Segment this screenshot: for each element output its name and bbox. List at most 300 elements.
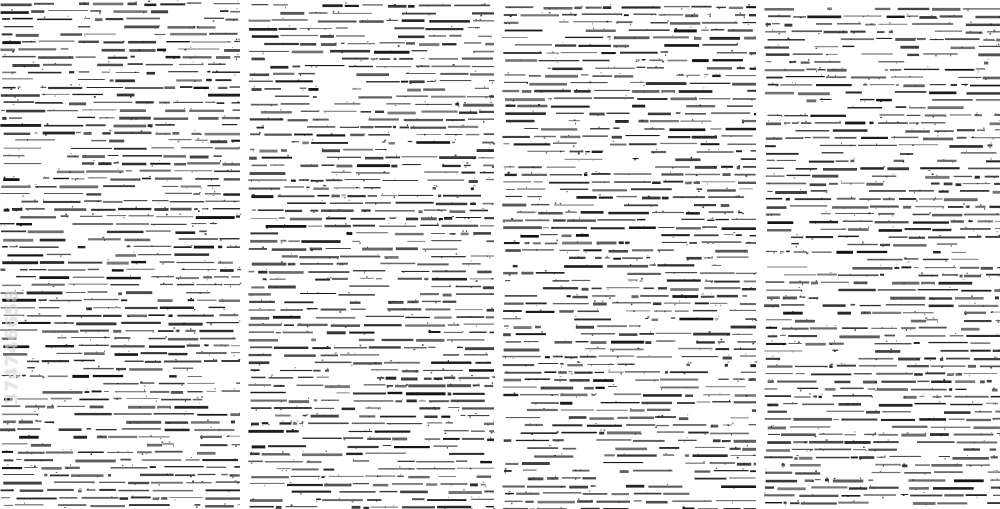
ink-stroke <box>660 379 698 381</box>
ink-speck <box>911 267 912 268</box>
ink-speck <box>476 280 478 282</box>
ink-stroke <box>576 196 596 199</box>
ink-speck <box>737 381 739 382</box>
ink-stroke <box>462 58 493 60</box>
ink-speck <box>104 239 105 241</box>
ink-stroke <box>2 299 36 302</box>
ink-stroke <box>513 265 518 268</box>
ink-stroke <box>187 383 214 384</box>
ink-stroke <box>739 189 753 190</box>
ink-stroke <box>520 235 538 238</box>
ink-stroke <box>137 451 152 453</box>
ink-stroke <box>506 105 516 107</box>
ink-stroke <box>251 286 264 288</box>
ink-stroke <box>890 69 901 71</box>
ink-stroke <box>960 228 991 230</box>
ink-stroke <box>260 150 278 153</box>
ink-stroke <box>799 495 838 497</box>
ink-speck <box>850 145 852 146</box>
ink-stroke <box>730 417 748 418</box>
ink-speck <box>131 119 132 120</box>
ink-speck <box>21 207 22 209</box>
ink-stroke <box>870 84 895 85</box>
ink-stroke <box>716 219 729 220</box>
ink-stroke <box>690 83 731 84</box>
ink-stroke <box>729 7 743 9</box>
ink-stroke <box>891 137 918 138</box>
ink-speck <box>249 19 250 21</box>
ink-stroke <box>966 465 990 466</box>
ink-speck <box>219 429 220 431</box>
ink-stroke <box>60 185 99 188</box>
ink-stroke <box>923 259 949 261</box>
ink-stroke <box>473 51 494 53</box>
ink-stroke <box>534 181 543 182</box>
ink-speck <box>97 210 98 211</box>
ink-speck <box>981 433 982 434</box>
ink-stroke <box>24 459 53 461</box>
ink-stroke <box>252 35 279 38</box>
ink-speck <box>8 87 9 88</box>
ink-speck <box>767 251 769 253</box>
ink-stroke <box>174 170 212 171</box>
ink-stroke <box>111 345 145 347</box>
ink-stroke <box>890 297 925 300</box>
ink-speck <box>786 138 787 139</box>
ink-stroke <box>604 454 615 456</box>
ink-stroke <box>710 462 735 463</box>
ink-speck <box>13 104 14 106</box>
ink-speck <box>557 431 559 433</box>
ink-speck <box>82 344 83 345</box>
ink-speck <box>154 225 155 226</box>
ink-speck <box>875 432 876 433</box>
ink-stroke <box>592 75 612 77</box>
ink-speck <box>950 229 952 230</box>
ink-stroke <box>740 355 756 356</box>
ink-speck <box>453 323 454 324</box>
ink-speck <box>355 448 357 449</box>
ink-speck <box>782 252 783 254</box>
ink-speck <box>118 451 120 452</box>
ink-speck <box>812 17 813 18</box>
ink-speck <box>418 66 419 67</box>
ink-speck <box>10 89 12 90</box>
ink-speck <box>550 99 551 100</box>
ink-speck <box>587 355 588 356</box>
ink-stroke <box>709 211 734 213</box>
ink-stroke <box>821 213 831 214</box>
ink-stroke <box>538 501 575 504</box>
ink-stroke <box>80 330 109 332</box>
ink-speck <box>712 424 713 425</box>
ink-speck <box>825 192 827 193</box>
ink-stroke <box>504 470 512 472</box>
ink-speck <box>361 60 362 61</box>
ink-speck <box>900 17 901 18</box>
ink-stroke <box>419 210 423 213</box>
ink-stroke <box>833 419 839 420</box>
ink-stroke <box>917 381 929 383</box>
ink-speck <box>868 226 869 228</box>
ink-speck <box>224 116 226 117</box>
ink-speck <box>65 214 67 216</box>
ink-stroke <box>877 31 885 33</box>
ink-stroke <box>67 155 79 157</box>
ink-speck <box>743 486 744 487</box>
ink-speck <box>169 124 171 125</box>
ink-speck <box>200 293 202 294</box>
ink-stroke <box>721 135 752 136</box>
ink-stroke <box>449 35 461 37</box>
ink-stroke <box>768 434 780 435</box>
ink-speck <box>333 11 335 13</box>
ink-speck <box>520 234 521 235</box>
ink-stroke <box>816 457 850 459</box>
ink-speck <box>417 119 419 120</box>
ink-stroke <box>425 28 463 30</box>
ink-stroke <box>146 231 171 232</box>
ink-stroke <box>348 446 379 448</box>
ink-stroke <box>563 448 577 450</box>
ink-stroke <box>810 327 837 329</box>
ink-speck <box>300 74 301 76</box>
ink-stroke <box>301 111 319 112</box>
ink-speck <box>435 409 436 411</box>
ink-speck <box>509 166 511 167</box>
ink-speck <box>308 398 309 399</box>
ink-speck <box>507 172 509 174</box>
ink-stroke <box>310 210 318 212</box>
ink-stroke <box>721 166 733 168</box>
ink-speck <box>370 436 371 437</box>
ink-speck <box>34 254 36 255</box>
ink-stroke <box>427 422 442 423</box>
ink-stroke <box>84 352 105 355</box>
ink-speck <box>373 60 375 61</box>
ink-speck <box>209 355 210 356</box>
ink-stroke <box>713 439 721 442</box>
ink-speck <box>810 450 812 452</box>
ink-stroke <box>661 173 683 175</box>
ink-speck <box>586 153 587 155</box>
ink-stroke <box>442 165 461 167</box>
ink-stroke <box>734 401 756 403</box>
ink-speck <box>128 450 129 451</box>
ink-stroke <box>226 19 239 21</box>
ink-speck <box>525 137 527 138</box>
ink-stroke <box>373 484 388 487</box>
ink-stroke <box>327 157 361 158</box>
ink-stroke <box>964 312 986 314</box>
ink-speck <box>237 8 238 9</box>
ink-speck <box>201 188 202 189</box>
ink-speck <box>742 469 744 470</box>
ink-speck <box>24 66 26 68</box>
ink-speck <box>85 155 86 156</box>
ink-speck <box>783 344 784 345</box>
ink-stroke <box>87 87 124 88</box>
ink-stroke <box>207 71 210 73</box>
ink-speck <box>323 415 325 416</box>
ink-speck <box>732 423 734 424</box>
ink-stroke <box>151 10 168 13</box>
ink-speck <box>127 300 128 301</box>
ink-speck <box>696 175 697 176</box>
ink-speck <box>117 161 119 162</box>
ink-stroke <box>850 31 865 33</box>
ink-stroke <box>980 380 985 383</box>
ink-speck <box>727 425 729 427</box>
ink-speck <box>507 328 508 329</box>
ink-stroke <box>925 267 956 268</box>
ink-speck <box>265 111 266 112</box>
ink-stroke <box>9 118 22 119</box>
ink-speck <box>67 468 69 469</box>
ink-stroke <box>790 502 799 504</box>
ink-stroke <box>658 227 674 228</box>
ink-speck <box>957 463 958 465</box>
ink-speck <box>427 5 428 6</box>
ink-stroke <box>426 483 437 486</box>
ink-stroke <box>108 155 119 156</box>
ink-stroke <box>658 249 674 250</box>
ink-stroke <box>287 484 323 486</box>
ink-stroke <box>125 361 144 363</box>
ink-speck <box>328 216 330 217</box>
ink-stroke <box>767 404 778 407</box>
ink-stroke <box>624 14 629 16</box>
ink-stroke <box>170 208 191 211</box>
ink-stroke <box>187 391 202 392</box>
ink-speck <box>494 81 495 82</box>
ink-speck <box>944 131 945 132</box>
ink-stroke <box>405 324 445 326</box>
ink-speck <box>599 172 600 173</box>
ink-stroke <box>712 265 722 266</box>
ink-speck <box>881 456 883 457</box>
ink-speck <box>853 33 855 34</box>
ink-stroke <box>340 491 376 493</box>
ink-stroke <box>416 141 450 144</box>
ink-stroke <box>664 303 691 304</box>
ink-speck <box>157 132 158 133</box>
ink-speck <box>936 18 937 19</box>
ink-stroke <box>796 168 818 170</box>
ink-stroke <box>781 433 816 436</box>
ink-speck <box>745 175 747 176</box>
ink-speck <box>207 290 208 291</box>
ink-stroke <box>469 180 478 183</box>
ink-stroke <box>51 398 72 400</box>
ink-stroke <box>723 234 733 235</box>
ink-stroke <box>251 476 289 478</box>
ink-speck <box>935 55 937 57</box>
ink-stroke <box>353 225 375 227</box>
ink-stroke <box>694 234 719 236</box>
ink-stroke <box>786 175 810 176</box>
ink-stroke <box>749 424 757 425</box>
ink-speck <box>315 355 316 356</box>
ink-speck <box>570 358 572 359</box>
ink-speck <box>716 74 717 75</box>
ink-speck <box>883 181 884 182</box>
ink-speck <box>590 44 592 45</box>
ink-speck <box>96 344 97 345</box>
ink-speck <box>324 476 326 478</box>
ink-speck <box>316 182 318 183</box>
ink-speck <box>480 109 481 110</box>
ink-speck <box>99 12 101 13</box>
ink-stroke <box>941 350 969 352</box>
ink-stroke <box>404 119 443 121</box>
ink-speck <box>506 371 508 372</box>
ink-stroke <box>431 66 470 68</box>
ink-stroke <box>558 371 567 374</box>
ink-speck <box>886 176 888 177</box>
ink-stroke <box>785 24 793 27</box>
ink-stroke <box>836 160 849 162</box>
ink-speck <box>664 196 665 197</box>
ink-stroke <box>710 303 728 304</box>
ink-stroke <box>376 278 382 279</box>
ink-stroke <box>30 375 43 377</box>
ink-speck <box>214 101 215 102</box>
ink-stroke <box>155 178 182 180</box>
ink-stroke <box>126 421 161 424</box>
ink-stroke <box>34 3 54 5</box>
ink-speck <box>108 61 110 62</box>
ink-speck <box>458 409 459 411</box>
ink-speck <box>355 353 356 354</box>
ink-stroke <box>660 143 697 144</box>
ink-speck <box>772 307 774 308</box>
ink-speck <box>884 166 886 168</box>
ink-speck <box>700 60 702 61</box>
ink-speck <box>33 358 34 359</box>
ink-stroke <box>633 470 672 472</box>
ink-speck <box>34 39 35 40</box>
ink-speck <box>213 62 215 63</box>
ink-speck <box>142 453 143 455</box>
ink-stroke <box>957 137 967 139</box>
ink-stroke <box>663 454 674 456</box>
ink-speck <box>664 311 666 313</box>
ink-speck <box>968 10 969 12</box>
ink-speck <box>163 51 164 52</box>
ink-speck <box>316 67 318 68</box>
ink-speck <box>742 213 744 214</box>
ink-stroke <box>541 128 577 130</box>
ink-stroke <box>554 97 592 99</box>
ink-speck <box>617 302 618 303</box>
ink-speck <box>883 465 884 467</box>
ink-speck <box>13 240 15 241</box>
ink-speck <box>688 362 689 363</box>
ink-stroke <box>462 263 481 264</box>
ink-speck <box>993 404 994 405</box>
ink-stroke <box>543 492 582 493</box>
ink-stroke <box>147 444 162 447</box>
ink-stroke <box>425 438 441 440</box>
ink-speck <box>474 185 476 186</box>
ink-stroke <box>16 459 22 460</box>
ink-speck <box>516 242 517 244</box>
ink-speck <box>601 73 602 74</box>
ink-stroke <box>957 441 998 443</box>
ink-speck <box>736 218 737 219</box>
ink-stroke <box>793 16 806 18</box>
ink-speck <box>970 21 972 23</box>
ink-speck <box>325 28 326 30</box>
ink-stroke <box>79 2 89 5</box>
ink-speck <box>431 372 433 373</box>
ink-speck <box>839 121 841 122</box>
ink-speck <box>407 72 409 73</box>
ink-stroke <box>783 403 797 404</box>
ink-stroke <box>380 263 415 265</box>
ink-speck <box>765 470 766 471</box>
ink-stroke <box>522 90 532 93</box>
ink-speck <box>438 209 440 211</box>
ink-stroke <box>186 482 211 483</box>
ink-speck <box>205 344 206 345</box>
ink-speck <box>141 232 142 233</box>
ink-stroke <box>188 376 203 377</box>
ink-stroke <box>503 394 518 396</box>
ink-speck <box>237 214 238 215</box>
ink-stroke <box>543 287 578 289</box>
ink-speck <box>308 308 309 310</box>
ink-speck <box>174 58 176 59</box>
ink-speck <box>220 239 222 241</box>
ink-speck <box>280 409 281 410</box>
ink-speck <box>170 422 171 423</box>
ink-stroke <box>309 12 328 13</box>
ink-stroke <box>146 64 173 66</box>
ink-stroke <box>657 264 694 266</box>
ink-stroke <box>465 347 494 350</box>
ink-stroke <box>608 386 617 387</box>
ink-stroke <box>169 497 203 498</box>
ink-speck <box>484 13 485 14</box>
ink-speck <box>296 406 297 407</box>
ink-speck <box>329 34 331 36</box>
ink-speck <box>456 286 457 287</box>
ink-stroke <box>889 236 908 238</box>
ink-stroke <box>786 76 825 77</box>
ink-stroke <box>166 41 190 42</box>
ink-speck <box>860 486 861 488</box>
ink-stroke <box>104 391 109 392</box>
ink-stroke <box>935 31 962 32</box>
ink-speck <box>799 281 801 283</box>
ink-stroke <box>477 271 492 274</box>
ink-stroke <box>747 90 756 92</box>
ink-stroke <box>648 113 671 116</box>
ink-speck <box>697 454 699 455</box>
ink-speck <box>598 244 599 245</box>
ink-speck <box>484 3 486 5</box>
ink-stroke <box>695 166 717 169</box>
ink-speck <box>355 88 356 89</box>
ink-stroke <box>153 490 194 492</box>
ink-speck <box>928 418 930 419</box>
ink-speck <box>235 446 237 447</box>
ink-speck <box>831 364 833 365</box>
ink-speck <box>773 425 775 426</box>
ink-stroke <box>169 323 203 326</box>
